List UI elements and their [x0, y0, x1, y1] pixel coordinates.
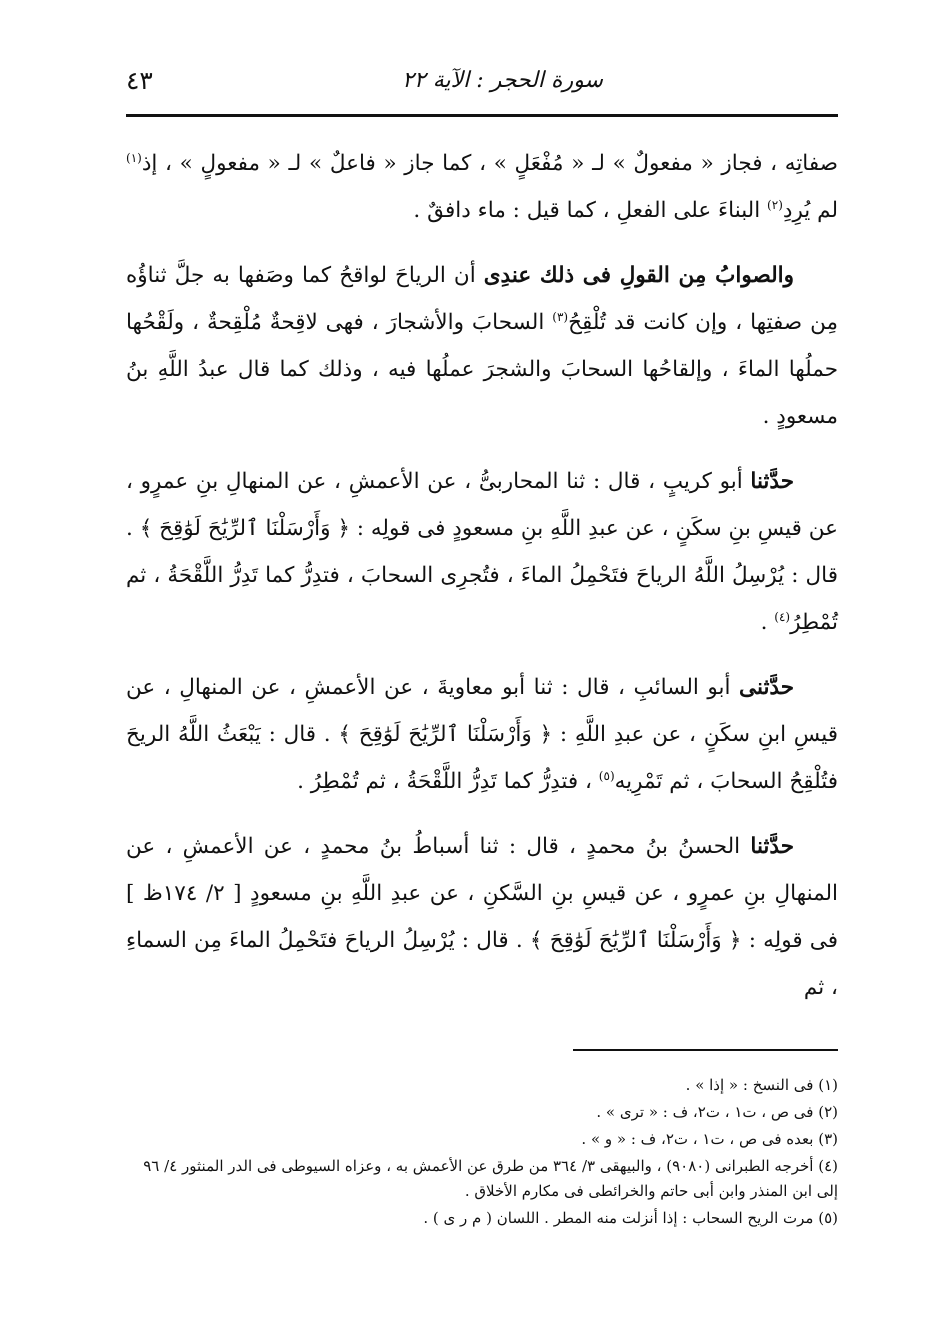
paragraph — [126, 458, 838, 646]
running-title: سورة الحجر : الآية ٢٢ — [402, 68, 603, 93]
footnote: (٤) أخرجه الطبرانى (٩٠٨٠) ، والبيهقى ٣/ ٣٦٤ من طرق عن الأعمش به ، وعزاه السيوطى فى الدر المنثور ٤/ ٩٦ إلى ابن المنذر وابن أبى حاتم والخرائطى فى مكارم الأخلاق . — [143, 1157, 838, 1200]
paragraph — [126, 664, 838, 805]
paragraph — [126, 823, 838, 1011]
text-run: البناءَ على الفعلِ ، كما قيل : ماء دافقٌ . — [413, 198, 768, 223]
paragraph — [126, 140, 838, 234]
footnote: (٥) مرت الريح السحاب : إذا أنزلت منه المطر . اللسان ( م ر ى ) . — [423, 1209, 838, 1227]
text-run: . — [760, 610, 775, 635]
footnote-marker: (٥) — [598, 768, 615, 783]
text-run: أبو السائبِ ، قال : ثنا أبو معاويةَ ، عن الأعمشِ ، عن المنهالِ ، عن قيسِ ابنِ سكَنٍ ، عن عبدِ اللَّهِ : ﴿ وَأَرْسَلْنَا ٱلرِّيَٰحَ لَوَٰقِحَ ﴾ . قال : يَبْعَثُ اللَّهُ الريحَ فتُلْقِحُ السحابَ ، ثم تَمْرِيه — [126, 675, 838, 794]
main-text — [126, 140, 838, 1029]
text-run: صفاتِه ، فجاز « مفعولٌ » لـ « مُفْعَلٍ » ، كما جاز « فاعلٌ » لـ « مفعولٍ » ، إذ — [141, 151, 838, 176]
footnote: (١) فى النسخ : « إذا » . — [685, 1076, 838, 1094]
footnote-rule — [573, 1049, 838, 1051]
paragraph-lead: حدَّثنى — [739, 675, 794, 700]
text-run: لم يُرِدِ — [782, 198, 838, 223]
text-run: الحسنُ بنُ محمدٍ ، قال : ثنا أسباطُ بنُ محمدٍ ، عن الأعمشِ ، عن المنهالِ بنِ عمرٍو ، عن قيسِ بنِ السَّكنِ ، عن عبدِ اللَّهِ بنِ مسعودٍ [ ٢/ ١٧٤ظ ] فى قولِه : ﴿ وَأَرْسَلْنَا ٱلرِّيَٰحَ لَوَٰقِحَ ﴾ . قال : يُرْسِلُ الرياحَ فتَحْمِلُ الماءَ مِن السماءِ ، ثم — [126, 834, 839, 1000]
paragraph — [126, 252, 838, 440]
footnote-marker: (١) — [126, 150, 142, 165]
footnote: (٢) فى ص ، ت١ ، ت٢، ف : « ترى » . — [596, 1103, 838, 1121]
footnote-marker: (٢) — [767, 197, 783, 212]
paragraph-lead: حدَّثنا — [750, 469, 794, 494]
footnotes — [126, 1073, 838, 1233]
text-run: ، فتدِرُّ كما تَدِرُّ اللَّقْحَةُ ، ثم تُمْطِرُ . — [297, 769, 599, 794]
footnote-marker: (٣) — [552, 309, 569, 324]
text-run: أبو كريبٍ ، قال : ثنا المحاربىُّ ، عن الأعمشِ ، عن المنهالِ بنِ عمرٍو ، عن قيسِ بنِ سكَنٍ ، عن عبدِ اللَّهِ بنِ مسعودٍ فى قولِه : ﴿ وَأَرْسَلْنَا ٱلرِّيَٰحَ لَوَٰقِحَ ﴾ . قال : يُرْسِلُ اللَّهُ الرياحَ فتَحْمِلُ الماءَ ، فتُجرِى السحابَ ، فتدِرُّ كما تَدِرُّ اللَّقْحَةُ ، ثم تُمْطِرُ — [126, 469, 838, 635]
paragraph-lead: حدَّثنا — [750, 834, 794, 859]
footnote-marker: (٤) — [774, 609, 791, 624]
text-run: أن الرياحَ لواقحُ كما وصَفها به جلَّ ثناؤُه مِن صفتِها ، وإن كانت قد تُلْقِحُ — [126, 263, 838, 335]
running-header — [126, 68, 838, 108]
header-rule — [126, 114, 838, 117]
text-run: السحابَ والأشجارَ ، فهى لاقِحةٌ مُلْقِحةٌ ، ولَقْحُها حملُها الماءَ ، وإلقاحُها السحابَ والشجرَ عملُها فيه ، وذلك كما قال عبدُ اللَّهِ بنُ مسعودٍ . — [126, 310, 838, 429]
footnote: (٣) بعده فى ص ، ت١ ، ت٢، ف : « و » . — [581, 1130, 838, 1148]
page-number: ٤٣ — [126, 66, 153, 95]
paragraph-lead: والصوابُ مِن القولِ فى ذلك عندِى — [483, 263, 794, 288]
